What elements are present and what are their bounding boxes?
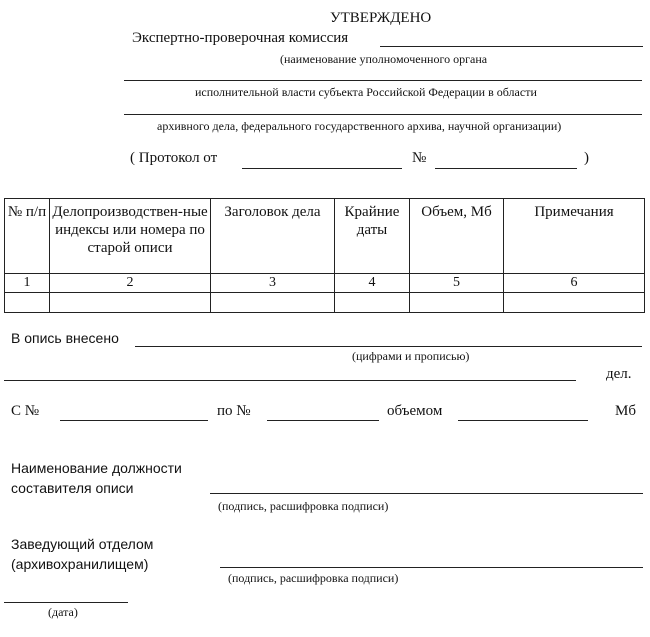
date-caption: (дата) (48, 605, 78, 619)
position-signature-line[interactable] (210, 493, 643, 494)
position-signature-caption: (подпись, расшифровка подписи) (218, 499, 389, 513)
table-row[interactable] (5, 293, 645, 313)
authority-caption-3: архивного дела, федерального государственного архива, научной организации) (157, 119, 562, 133)
inventory-table (4, 198, 645, 313)
table-cell[interactable] (410, 293, 504, 313)
column-number-1: 1 (5, 274, 50, 293)
header-number: № п/п (5, 199, 50, 274)
protocol-date-line[interactable] (242, 168, 402, 169)
included-line[interactable] (135, 346, 642, 347)
commission-line[interactable] (380, 46, 643, 47)
volume-line[interactable] (458, 420, 588, 421)
from-number-label: С № (11, 403, 40, 419)
table-cell[interactable] (211, 293, 335, 313)
included-label: В опись внесено (11, 330, 119, 346)
header-notes: Примечания (504, 199, 645, 274)
column-number-4: 4 (335, 274, 410, 293)
position-label: Наименование должности составителя описи (11, 460, 182, 496)
volume-label: объемом (387, 403, 443, 419)
table-cell[interactable] (50, 293, 211, 313)
column-number-3: 3 (211, 274, 335, 293)
to-number-line[interactable] (267, 420, 379, 421)
included-caption: (цифрами и прописью) (352, 349, 470, 363)
approved-title: УТВЕРЖДЕНО (330, 10, 432, 26)
column-number-2: 2 (50, 274, 211, 293)
volume-unit: Мб (615, 403, 636, 419)
protocol-number-line[interactable] (435, 168, 577, 169)
from-number-line[interactable] (60, 420, 208, 421)
header-volume: Объем, Мб (410, 199, 504, 274)
protocol-prefix: ( Протокол от (130, 150, 218, 166)
table-cell[interactable] (504, 293, 645, 313)
table-cell[interactable] (335, 293, 410, 313)
authority-line-2[interactable] (124, 114, 642, 115)
table-cell[interactable] (5, 293, 50, 313)
date-line[interactable] (4, 602, 128, 603)
included-line-2[interactable] (4, 380, 576, 381)
column-number-5: 5 (410, 274, 504, 293)
commission-label: Экспертно-проверочная комиссия (132, 30, 349, 46)
authority-caption-1: (наименование уполномоченного органа (280, 52, 488, 66)
table-header-row (5, 199, 645, 274)
header-indexes: Делопроизводствен-ные индексы или номера по старой описи (50, 199, 211, 274)
header-dates: Крайние даты (335, 199, 410, 274)
to-number-label: по № (217, 403, 251, 419)
authority-line-1[interactable] (124, 80, 642, 81)
table-row (5, 274, 645, 293)
authority-caption-2: исполнительной власти субъекта Российской Федерации в области (195, 85, 537, 99)
column-number-6: 6 (504, 274, 645, 293)
head-signature-line[interactable] (220, 567, 643, 568)
protocol-close: ) (584, 150, 589, 166)
cases-word: дел. (606, 366, 632, 382)
head-label: Заведующий отделом (архивохранилищем) (11, 536, 154, 572)
protocol-number-sign: № (412, 150, 427, 166)
head-signature-caption: (подпись, расшифровка подписи) (228, 571, 399, 585)
header-title: Заголовок дела (211, 199, 335, 274)
